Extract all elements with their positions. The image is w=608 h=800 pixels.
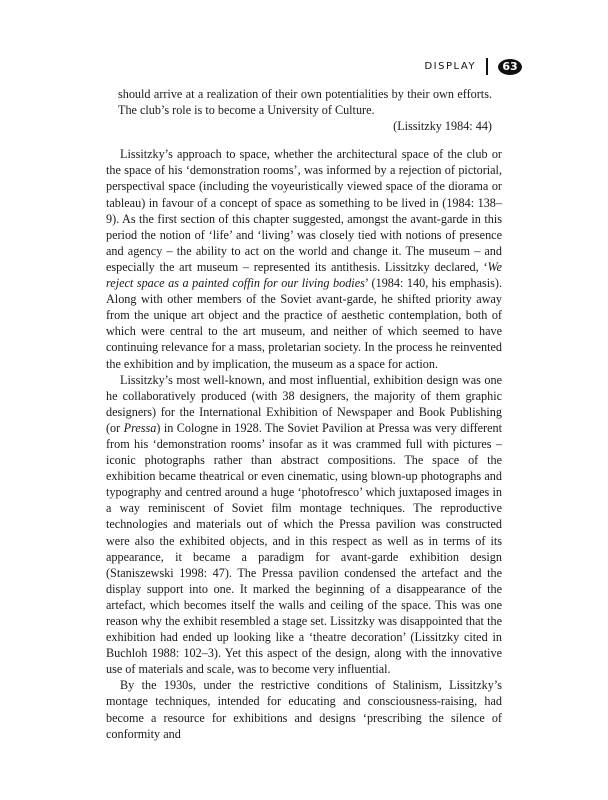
page-body [106,86,502,742]
quote-citation: (Lissitzky 1984: 44) [393,119,492,134]
paragraph [106,677,502,741]
paragraph-text: Lissitzky’s approach to space, whether the architectural space of the club or the space of his ‘demonstration rooms’, was informed by a rejection of pictorial, perspectival space (including the voyeuristically viewed space of the diorama or tableau) in favour of a concept of space as something to be lived in (1984: 138–9). As the first section of this chapter suggested, amongst the avant-garde in this period the notion of ‘life’ and ‘living’ was closely tied with notions of presence and agency – the ability to act on the world and change it. The museum – and especially the art museum – represented its antithesis. Lissitzky declared, ‘ [106,147,502,274]
header-divider [486,58,488,75]
paragraph-text: ’ (1984: 140, his emphasis). Along with other members of the Soviet avant-garde, he shifted priority away from the unique art object and the practice of aesthetic contemplation, both of which were central to the art museum, and neither of which seemed to have continuing relevance for a mass, proletarian society. In the process he reinvented the exhibition and by implication, the museum as a space for action. [106,276,502,371]
paragraph-text: By the 1930s, under the restrictive conditions of Stalinism, Lissitzky’s montage techniques, intended for educating and consciousness-raising, had become a resource for exhibitions and designs ‘prescribing the silence of conformity and [106,678,502,741]
running-head: DISPLAY [424,61,476,72]
page-number: 63 [498,59,522,75]
paragraph-emphasis: Pressa [123,420,157,435]
paragraph-text: Lissitzky’s most well-known, and most influential, exhibition design was one he collaboratively produced (with 38 designers, the majority of them graphic designers) for the International Exhibition of Newspaper and Book Publishing (or [106,372,502,435]
paragraph-text: ) in Cologne in 1928. The Soviet Pavilion at Pressa was very different from his ‘demonstration rooms’ insofar as it was crammed full with pictures – iconic photographs rather than abstract compositions. The space of the exhibition became theatrical or even cinematic, using blown-up photographs and typography and centred around a huge ‘photofresco’ which juxtaposed images in a way reminiscent of Soviet film montage techniques. The reproductive technologies and materials out of which the Pressa pavilion was constructed were also the exhibited objects, and in this respect as well as in terms of its appearance, it became a paradigm for avant-garde exhibition design (Staniszewski 1998: 47). The Pressa pavilion condensed the artefact and the display support into one. It marked the beginning of a disappearance of the artefact, which becomes itself the walls and ceiling of the space. This was one reason why the exhibit resembled a stage set. Lissitzky was disappointed that the exhibition had ended up looking like a ‘theatre decoration’ (Lissitzky cited in Buchloh 1988: 102–3). Yet this aspect of the design, along with the innovative use of materials and scale, was to become very influential. [106,420,502,677]
block-quote: should arrive at a realization of their own potentialities by their own efforts. The club’s role is to become a University of Culture. [118,87,492,118]
paragraph [106,372,502,678]
paragraph [106,146,502,371]
paragraph-emphasis: We reject space as a painted coffin for our living bodies [106,259,502,291]
page-header [424,58,522,75]
